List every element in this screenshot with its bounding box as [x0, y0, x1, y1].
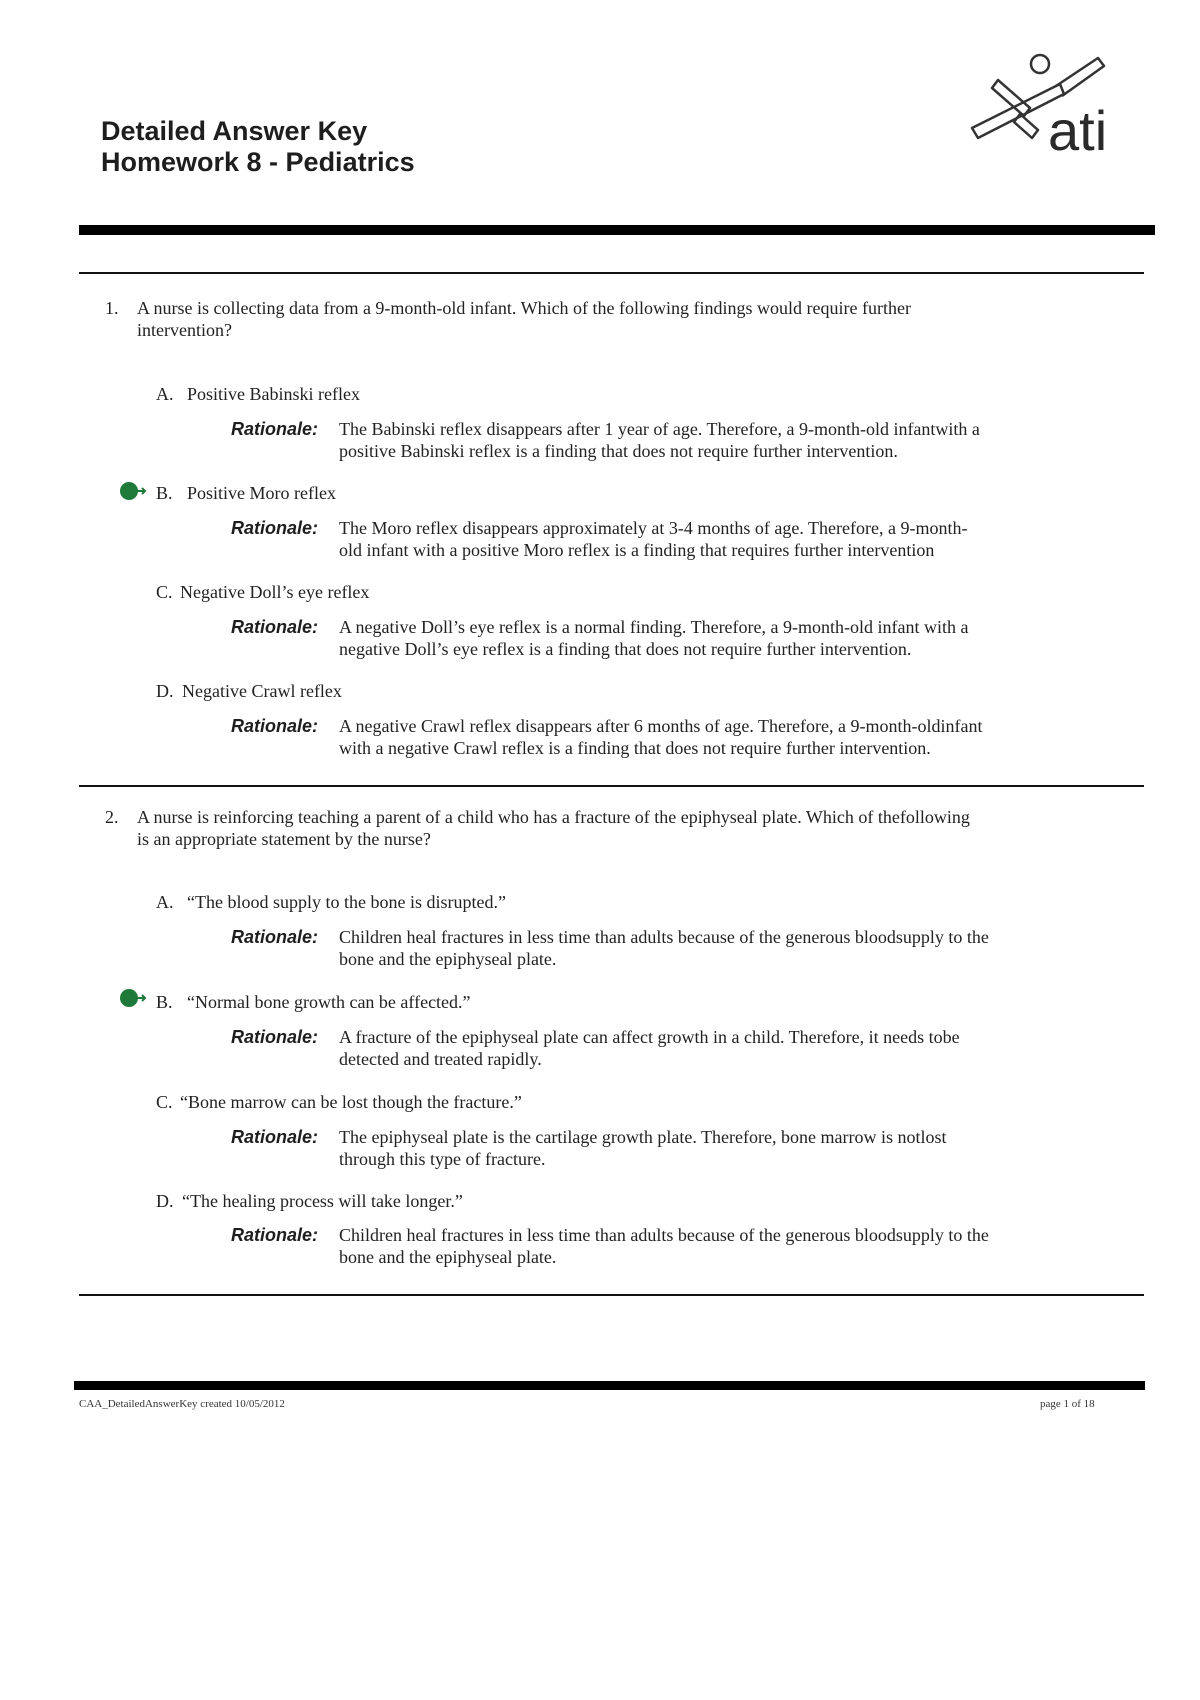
ati-logo — [968, 50, 1148, 160]
rationale — [231, 926, 1071, 970]
option-a — [156, 891, 1056, 913]
option-a — [156, 383, 1056, 405]
option-letter: C. — [156, 582, 173, 602]
rationale — [231, 1026, 1071, 1070]
rationale — [231, 418, 1071, 462]
option-text: “The healing process will take longer.” — [182, 1191, 463, 1211]
ati-logo-text: ati — [1048, 99, 1108, 160]
option-d — [156, 1190, 1056, 1212]
option-letter: B. — [156, 992, 173, 1012]
page-title — [101, 116, 415, 178]
rationale-text: old infant with a positive Moro reflex is a finding that requires further intervention — [339, 540, 935, 560]
rationale-text: Children heal fractures in less time than adults because of the generous bloodsupply to the — [339, 1225, 989, 1245]
rationale-text: A negative Doll’s eye reflex is a normal finding. Therefore, a 9-month-old infant with a — [339, 617, 969, 637]
question-number: 2. — [105, 807, 119, 827]
option-text: “Normal bone growth can be affected.” — [187, 992, 471, 1012]
rationale-label: Rationale: — [231, 1225, 319, 1245]
rationale-text: Children heal fractures in less time than adults because of the generous bloodsupply to the — [339, 927, 989, 947]
correct-answer-icon — [118, 987, 148, 1009]
divider — [79, 785, 1144, 787]
option-letter: A. — [156, 384, 174, 404]
question-text-line: is an appropriate statement by the nurse? — [137, 829, 431, 849]
rationale-text: through this type of fracture. — [339, 1149, 546, 1169]
rationale-text: positive Babinski reflex is a finding that does not require further intervention. — [339, 441, 898, 461]
rationale-label: Rationale: — [231, 1127, 319, 1147]
option-text: Negative Crawl reflex — [182, 681, 342, 701]
rationale-text: detected and treated rapidly. — [339, 1049, 542, 1069]
rationale-label: Rationale: — [231, 927, 319, 947]
option-c — [156, 1091, 1056, 1113]
option-letter: A. — [156, 892, 174, 912]
rationale — [231, 1224, 1071, 1268]
question-2 — [105, 806, 1085, 850]
question-1 — [105, 297, 1085, 341]
rationale-text: The epiphyseal plate is the cartilage growth plate. Therefore, bone marrow is notlost — [339, 1127, 947, 1147]
question-text-line: A nurse is collecting data from a 9-month-old infant. Which of the following findings would require further — [137, 298, 911, 318]
rationale-label: Rationale: — [231, 617, 319, 637]
rationale — [231, 1126, 1071, 1170]
question-text-line: A nurse is reinforcing teaching a parent of a child who has a fracture of the epiphyseal plate. Which of thefollowing — [137, 807, 970, 827]
divider — [79, 272, 1144, 274]
option-letter: D. — [156, 681, 174, 701]
option-letter: B. — [156, 483, 173, 503]
rationale-text: A negative Crawl reflex disappears after 6 months of age. Therefore, a 9-month-oldinfant — [339, 716, 983, 736]
rationale-label: Rationale: — [231, 518, 319, 538]
correct-answer-icon — [118, 480, 148, 502]
title-line-2: Homework 8 - Pediatrics — [101, 147, 415, 177]
option-letter: D. — [156, 1191, 174, 1211]
rationale-label: Rationale: — [231, 716, 319, 736]
rationale-text: with a negative Crawl reflex is a finding that does not require further intervention. — [339, 738, 931, 758]
option-text: Positive Babinski reflex — [187, 384, 360, 404]
rationale-label: Rationale: — [231, 1027, 319, 1047]
question-number: 1. — [105, 298, 119, 318]
option-b — [156, 991, 1056, 1013]
rationale — [231, 616, 1071, 660]
option-text: Positive Moro reflex — [187, 483, 336, 503]
option-c — [156, 581, 1056, 603]
option-text: “The blood supply to the bone is disrupted.” — [187, 892, 506, 912]
rationale-text: negative Doll’s eye reflex is a finding that does not require further intervention. — [339, 639, 912, 659]
question-text — [137, 297, 1085, 341]
header-rule — [79, 225, 1155, 235]
rationale-text: A fracture of the epiphyseal plate can affect growth in a child. Therefore, it needs tobe — [339, 1027, 960, 1047]
rationale-label: Rationale: — [231, 419, 319, 439]
rationale-text: The Babinski reflex disappears after 1 year of age. Therefore, a 9-month-old infantwith a — [339, 419, 980, 439]
option-text: “Bone marrow can be lost though the fracture.” — [180, 1092, 522, 1112]
footer-page-number: page 1 of 18 — [1040, 1398, 1095, 1410]
question-text — [137, 806, 1085, 850]
rationale-text: The Moro reflex disappears approximately at 3-4 months of age. Therefore, a 9-month- — [339, 518, 968, 538]
option-b — [156, 482, 1056, 504]
option-d — [156, 680, 1056, 702]
rationale — [231, 517, 1071, 561]
footer-document-id: CAA_DetailedAnswerKey created 10/05/2012 — [79, 1398, 285, 1410]
title-line-1: Detailed Answer Key — [101, 116, 368, 146]
divider — [79, 1294, 1144, 1296]
option-letter: C. — [156, 1092, 173, 1112]
rationale-text: bone and the epiphyseal plate. — [339, 1247, 557, 1267]
question-text-line: intervention? — [137, 320, 232, 340]
footer-rule — [74, 1381, 1145, 1390]
rationale-text: bone and the epiphyseal plate. — [339, 949, 557, 969]
rationale — [231, 715, 1071, 759]
option-text: Negative Doll’s eye reflex — [180, 582, 370, 602]
